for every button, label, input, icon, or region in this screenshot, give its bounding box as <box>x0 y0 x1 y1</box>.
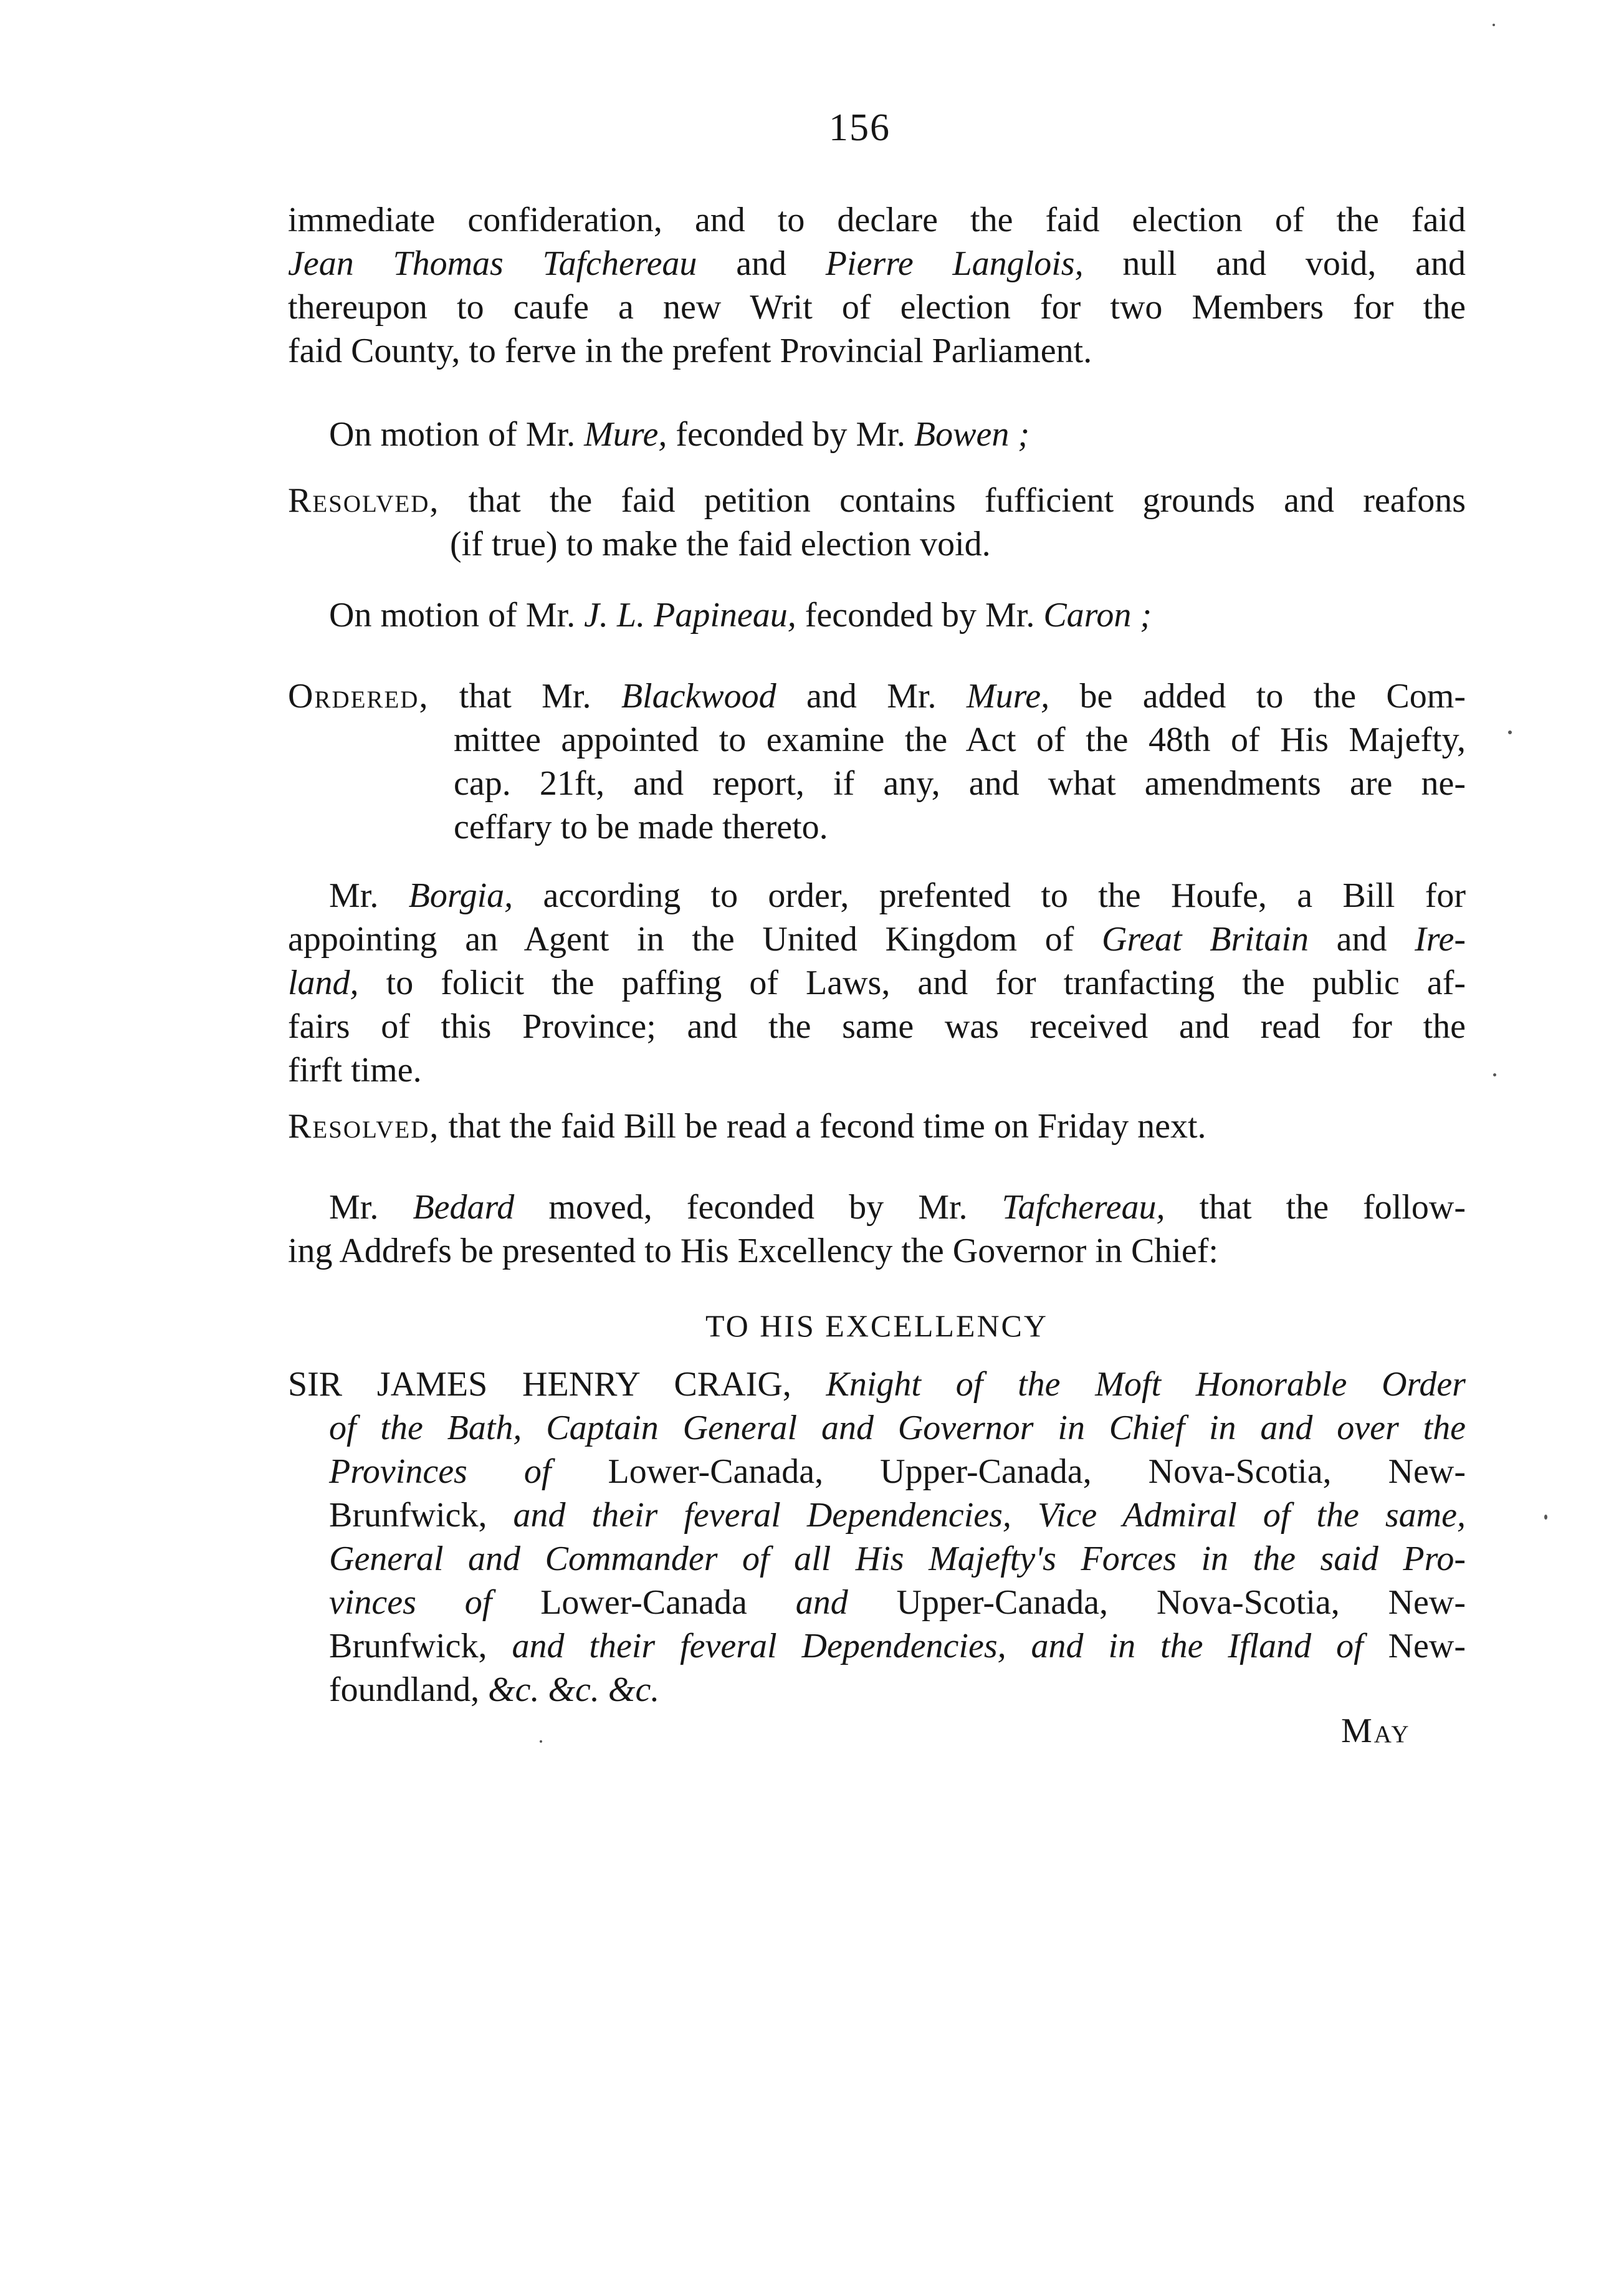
text-line: cap. 21ft, and report, if any, and what amendments are ne- <box>454 764 1466 803</box>
text-line: General and Commander of all His Majefty's Forces in the said Pro- <box>329 1540 1466 1578</box>
text-line: faid County, to ferve in the prefent Provincial Parliament. <box>288 332 1092 370</box>
person-name: Jean Thomas Tafchereau <box>288 244 697 283</box>
scan-speck <box>540 1740 542 1743</box>
order-committee <box>288 674 1466 849</box>
text-line: firft time. <box>288 1051 422 1090</box>
text-line: Brunfwick, and their feveral Dependencies, and in the Ifland of New- <box>329 1627 1466 1665</box>
person-name: Caron ; <box>1043 596 1152 635</box>
text-line: Mr. Borgia, according to order, prefented to the Houfe, a Bill for <box>329 876 1466 915</box>
text-line: (if true) to make the faid election void. <box>450 525 991 563</box>
resolved-label: Resolved, <box>288 1107 440 1146</box>
resolution-second-reading <box>288 1104 1466 1148</box>
text-line: land, to folicit the paffing of Laws, and for tranfacting the public af- <box>288 964 1466 1002</box>
resolution-petition <box>288 479 1466 566</box>
text-line: foundland, &c. &c. &c. <box>329 1670 660 1709</box>
person-name: Bowen ; <box>914 415 1029 454</box>
text-line: Mr. Bedard moved, feconded by Mr. Tafchereau, that the follow- <box>329 1188 1466 1227</box>
text-line: SIR JAMES HENRY CRAIG, Knight of the Moft Honorable Order <box>288 1365 1466 1404</box>
text-line: thereupon to caufe a new Writ of election for two Members for the <box>288 288 1466 327</box>
text-line: ceffary to be made thereto. <box>454 808 828 846</box>
catchword: May <box>1341 1712 1411 1750</box>
motion-mure <box>288 413 1466 456</box>
ordered-label: Ordered, <box>288 677 429 716</box>
motion-papineau <box>288 593 1466 637</box>
text-line: On motion of Mr. J. L. Papineau, feconded by Mr. Caron ; <box>329 596 1152 635</box>
person-name: Mure, <box>966 677 1050 716</box>
scan-speck <box>1508 730 1512 734</box>
person-name: J. L. Papineau, <box>584 596 796 635</box>
person-name: Bedard <box>413 1188 515 1227</box>
paragraph-election-void <box>288 198 1466 373</box>
text-line: Resolved, that the faid Bill be read a fecond time on Friday next. <box>288 1107 1206 1146</box>
text-line: Resolved, that the faid petition contains fufficient grounds and reafons <box>288 481 1466 520</box>
page-number: 156 <box>829 107 891 149</box>
scan-speck <box>1493 24 1495 26</box>
paragraph-borgia-bill <box>288 874 1466 1092</box>
paragraph-bedard-address <box>288 1186 1466 1273</box>
text-line: mittee appointed to examine the Act of the 48th of His Majefty, <box>454 721 1466 759</box>
address-heading: TO HIS EXCELLENCY <box>705 1308 1049 1343</box>
text-line: Jean Thomas Tafchereau and Pierre Langlois, null and void, and <box>288 244 1466 283</box>
text-line: Brunfwick, and their feveral Dependencies, Vice Admiral of the same, <box>329 1496 1466 1535</box>
person-name: Tafchereau, <box>1001 1188 1165 1227</box>
person-name: Pierre Langlois, <box>825 244 1084 283</box>
text-line: Ordered, that Mr. Blackwood and Mr. Mure, be added to the Com- <box>288 677 1466 716</box>
text-line: fairs of this Province; and the same was received and read for the <box>288 1007 1466 1046</box>
scan-speck <box>1493 1073 1496 1076</box>
text-line: appointing an Agent in the United Kingdom of Great Britain and Ire- <box>288 920 1466 959</box>
text-line: On motion of Mr. Mure, feconded by Mr. Bowen ; <box>329 415 1029 454</box>
text-line: ing Addrefs be presented to His Excellency the Governor in Chief: <box>288 1232 1218 1270</box>
person-name: Blackwood <box>621 677 776 716</box>
person-name: Borgia, <box>408 876 513 915</box>
scan-speck <box>1544 1515 1547 1520</box>
text-line: Provinces of Lower-Canada, Upper-Canada, Nova-Scotia, New- <box>329 1452 1466 1491</box>
text-line: of the Bath, Captain General and Governor in Chief in and over the <box>329 1409 1466 1447</box>
resolved-label: Resolved, <box>288 481 440 520</box>
person-name: Mure, <box>584 415 667 454</box>
text-line: vinces of Lower-Canada and Upper-Canada, Nova-Scotia, New- <box>329 1583 1466 1622</box>
address-block <box>288 1363 1466 1712</box>
text-line: immediate confideration, and to declare the faid election of the faid <box>288 201 1466 239</box>
